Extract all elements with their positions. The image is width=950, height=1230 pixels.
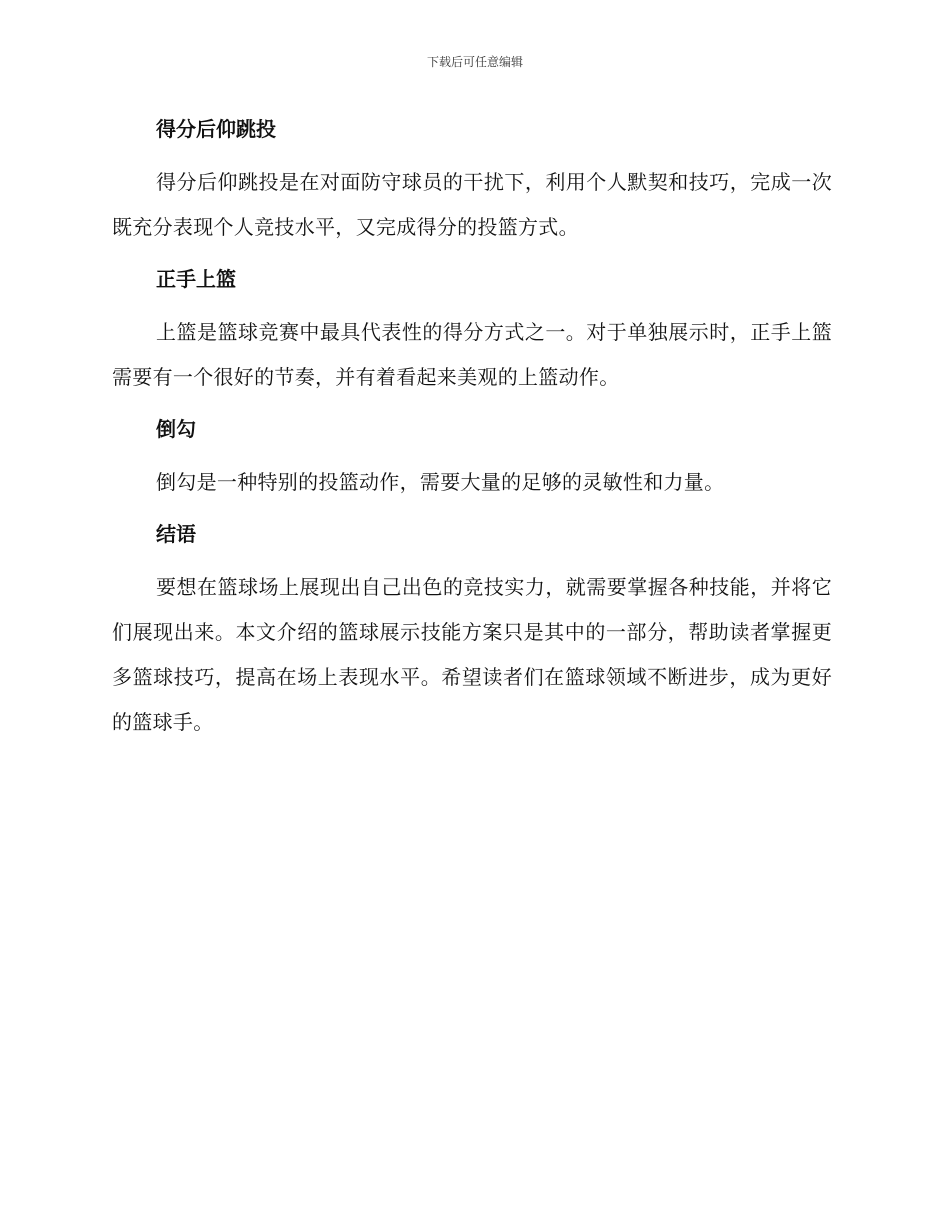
section-paragraph: 得分后仰跳投是在对面防守球员的干扰下，利用个人默契和技巧，完成一次既充分表现个人竞技水平，又完成得分的投篮方式。	[112, 170, 832, 239]
section-fadeaway-jumper	[112, 112, 832, 262]
document-body	[112, 112, 832, 745]
page-header: 下载后可任意编辑	[426, 55, 523, 69]
section-forehand-layup	[112, 262, 832, 412]
section-heading: 倒勾	[156, 417, 196, 441]
section-paragraph: 倒勾是一种特别的投篮动作，需要大量的足够的灵敏性和力量。	[156, 470, 725, 494]
section-heading: 得分后仰跳投	[156, 117, 276, 141]
section-heading: 结语	[156, 522, 196, 546]
section-conclusion	[112, 517, 832, 745]
section-heading: 正手上篮	[156, 267, 236, 291]
section-paragraph: 上篮是篮球竞赛中最具代表性的得分方式之一。对于单独展示时，正手上篮需要有一个很好的节奏，并有着看起来美观的上篮动作。	[112, 320, 832, 389]
section-hook-shot	[112, 412, 832, 517]
section-paragraph: 要想在篮球场上展现出自己出色的竞技实力，就需要掌握各种技能，并将它们展现出来。本文介绍的篮球展示技能方案只是其中的一部分，帮助读者掌握更多篮球技巧，提高在场上表现水平。希望读者们在篮球领域不断进步，成为更好的篮球手。	[112, 575, 832, 734]
